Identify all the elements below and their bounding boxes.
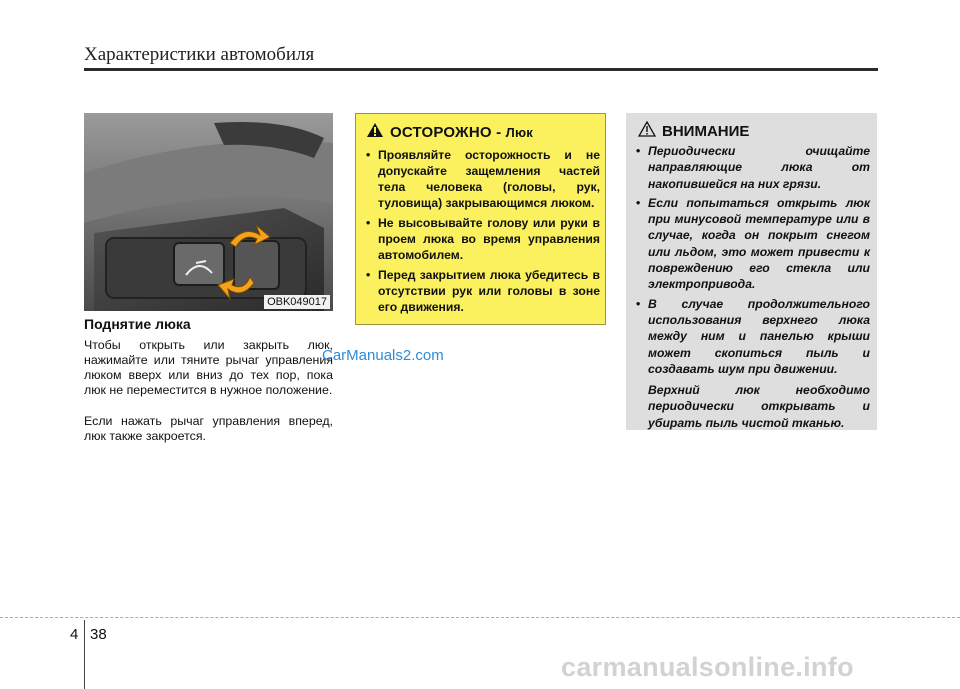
caution-triangle-icon bbox=[638, 121, 656, 142]
caution-box bbox=[626, 113, 877, 430]
warning-item: • Не высовывайте голову или руки в проем люка во время управления автомобилем. bbox=[364, 215, 600, 263]
warning-item: • Перед закрытием люка убедитесь в отсутствии рук или головы в зоне его движения. bbox=[364, 267, 600, 315]
watermark-carmanualsonline[interactable]: carmanualsonline.info bbox=[561, 652, 854, 682]
photo-code-label: OBK049017 bbox=[264, 295, 330, 309]
warning-title-main: ОСТОРОЖНО - bbox=[390, 124, 506, 141]
caution-header bbox=[638, 121, 749, 142]
caution-note: Верхний люк необходимо периодически открывать и убирать пыль чистой тканью. bbox=[648, 383, 870, 430]
section-heading: Поднятие люка bbox=[84, 316, 191, 332]
caution-list bbox=[634, 143, 870, 380]
chapter-number: 4 bbox=[70, 626, 79, 643]
caution-title: ВНИМАНИЕ bbox=[662, 123, 750, 140]
warning-box bbox=[355, 113, 606, 325]
body-paragraph: Если нажать рычаг управления вперед, люк также закроется. bbox=[84, 414, 333, 443]
page-header-title: Характеристики автомобиля bbox=[84, 44, 315, 65]
warning-title-sub: Люк bbox=[505, 125, 533, 140]
warning-title bbox=[390, 124, 533, 141]
footer-divider bbox=[84, 620, 85, 689]
caution-item: • Если попытаться открыть люк при минусовой температуре или в случае, когда он покрыт снегом или льдом, это может привести к повреждению его стекла или электропривода. bbox=[634, 195, 870, 293]
warning-triangle-icon bbox=[366, 122, 384, 143]
header-rule bbox=[84, 68, 878, 71]
caution-item: • Периодически очищайте направляющие люка от накопившейся на них грязи. bbox=[634, 143, 870, 192]
page-number: 38 bbox=[90, 626, 107, 643]
footer-rule bbox=[0, 617, 960, 618]
watermark-carmanuals2[interactable]: CarManuals2.com bbox=[322, 347, 444, 364]
sunroof-switch-illustration bbox=[84, 113, 333, 311]
warning-item: • Проявляйте осторожность и не допускайте защемления частей тела человека (головы, рук, туловища) закрывающимся люком. bbox=[364, 147, 600, 211]
warning-list bbox=[364, 147, 600, 319]
warning-header bbox=[366, 122, 533, 143]
sunroof-switch-photo bbox=[84, 113, 333, 311]
body-paragraph: Чтобы открыть или закрыть люк, нажимайте или тяните рычаг управления люком вверх или вниз до тех пор, пока люк не переместится в нужное положение. bbox=[84, 338, 333, 397]
caution-item: • В случае продолжительного использования верхнего люка между ним и панелью крыши может скопиться пыль и создавать шум при движении. bbox=[634, 296, 870, 377]
